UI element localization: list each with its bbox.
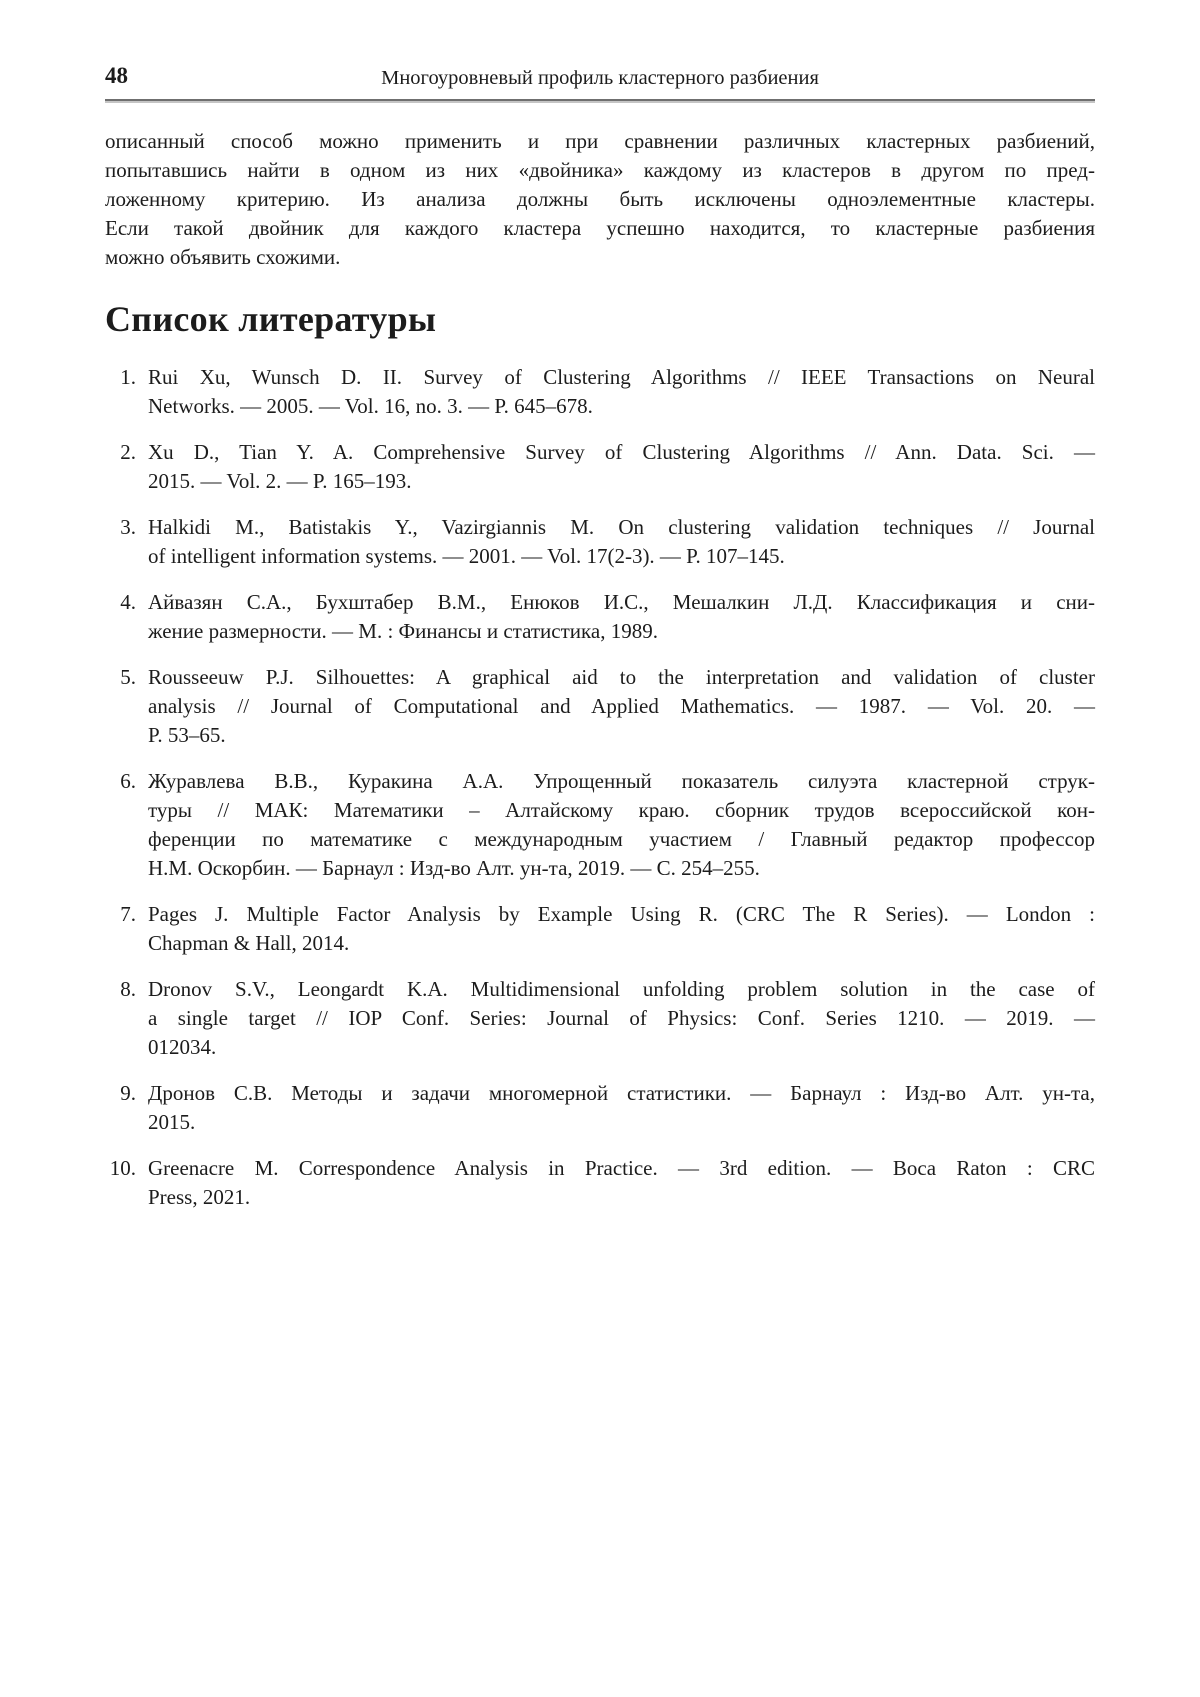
reference-item [105,1079,1095,1137]
reference-text [148,363,1095,421]
reference-item [105,588,1095,646]
reference-text [148,767,1095,883]
text-line: P. 53–65. [148,723,226,747]
reference-item [105,975,1095,1062]
reference-text [148,588,1095,646]
reference-text [148,438,1095,496]
text-line: Если такой двойник для каждого кластера успешно находится, то кластерные разбиения [105,216,1095,240]
reference-number: 5. [120,665,136,689]
text-line: Rousseeuw P.J. Silhouettes: A graphical aid to the interpretation and validation of cluster [148,665,1095,689]
text-line: Networks. — 2005. — Vol. 16, no. 3. — P. 645–678. [148,394,593,418]
text-line: of intelligent information systems. — 2001. — Vol. 17(2-3). — P. 107–145. [148,544,785,568]
text-line: Xu D., Tian Y. A. Comprehensive Survey of Clustering Algorithms // Ann. Data. Sci. — [148,440,1095,464]
text-line: туры // МАК: Математики – Алтайскому краю. сборник трудов всероссийской кон- [148,798,1095,822]
reference-number: 3. [120,515,136,539]
reference-text [148,900,1095,958]
text-line: жение размерности. — М. : Финансы и статистика, 1989. [148,619,658,643]
text-line: описанный способ можно применить и при сравнении различных кластерных разбиений, [105,129,1095,153]
intro-paragraph [105,127,1095,272]
text-line: Rui Xu, Wunsch D. II. Survey of Clustering Algorithms // IEEE Transactions on Neural [148,365,1095,389]
reference-number: 2. [120,440,136,464]
text-line: Greenacre M. Correspondence Analysis in Practice. — 3rd edition. — Boca Raton : CRC [148,1156,1095,1180]
text-line: Журавлева В.В., Куракина А.А. Упрощенный показатель силуэта кластерной струк- [148,769,1095,793]
running-title: Многоуровневый профиль кластерного разбиения [381,67,819,89]
text-line: можно объявить схожими. [105,245,341,269]
reference-text [148,513,1095,571]
page-body [105,127,1095,1212]
reference-text [148,663,1095,750]
reference-number: 9. [120,1081,136,1105]
reference-number: 4. [120,590,136,614]
reference-number: 6. [120,769,136,793]
text-line: Press, 2021. [148,1185,251,1209]
text-line: 2015. — Vol. 2. — P. 165–193. [148,469,412,493]
reference-number: 1. [120,365,136,389]
reference-item [105,900,1095,958]
text-line: analysis // Journal of Computational and Applied Mathematics. — 1987. — Vol. 20. — [148,694,1095,718]
text-line: Дронов С.В. Методы и задачи многомерной статистики. — Барнаул : Изд-во Алт. ун-та, [148,1081,1095,1105]
text-line: попытавшись найти в одном из них «двойника» каждому из кластеров в другом по пред- [105,158,1095,182]
reference-item [105,1154,1095,1212]
reference-item [105,513,1095,571]
text-line: a single target // IOP Conf. Series: Journal of Physics: Conf. Series 1210. — 2019. — [148,1006,1095,1030]
reference-item [105,363,1095,421]
text-line: 2015. [148,1110,196,1134]
references-heading: Список литературы [105,299,437,339]
reference-text [148,975,1095,1062]
text-line: Dronov S.V., Leongardt K.A. Multidimensional unfolding problem solution in the case of [148,977,1095,1001]
reference-text [148,1079,1095,1137]
page-header [105,0,1095,101]
header-rule [105,99,1095,101]
reference-number: 10. [109,1156,136,1180]
text-line: Halkidi M., Batistakis Y., Vazirgiannis M. On clustering validation techniques // Journal [148,515,1095,539]
reference-number: 7. [120,902,136,926]
text-line: Н.М. Оскорбин. — Барнаул : Изд-во Алт. ун-та, 2019. — С. 254–255. [148,856,760,880]
page-number: 48 [105,63,128,88]
text-line: 012034. [148,1035,217,1059]
text-line: Pages J. Multiple Factor Analysis by Example Using R. (CRC The R Series). — London : [148,902,1095,926]
text-line: ференции по математике с международным участием / Главный редактор профессор [148,827,1095,851]
references-list [105,363,1095,1212]
reference-item [105,438,1095,496]
reference-text [148,1154,1095,1212]
text-line: ложенному критерию. Из анализа должны быть исключены одноэлементные кластеры. [105,187,1095,211]
reference-item [105,663,1095,750]
reference-item [105,767,1095,883]
text-line: Айвазян С.А., Бухштабер В.М., Енюков И.С., Мешалкин Л.Д. Классификация и сни- [148,590,1095,614]
reference-number: 8. [120,977,136,1001]
text-line: Chapman & Hall, 2014. [148,931,350,955]
